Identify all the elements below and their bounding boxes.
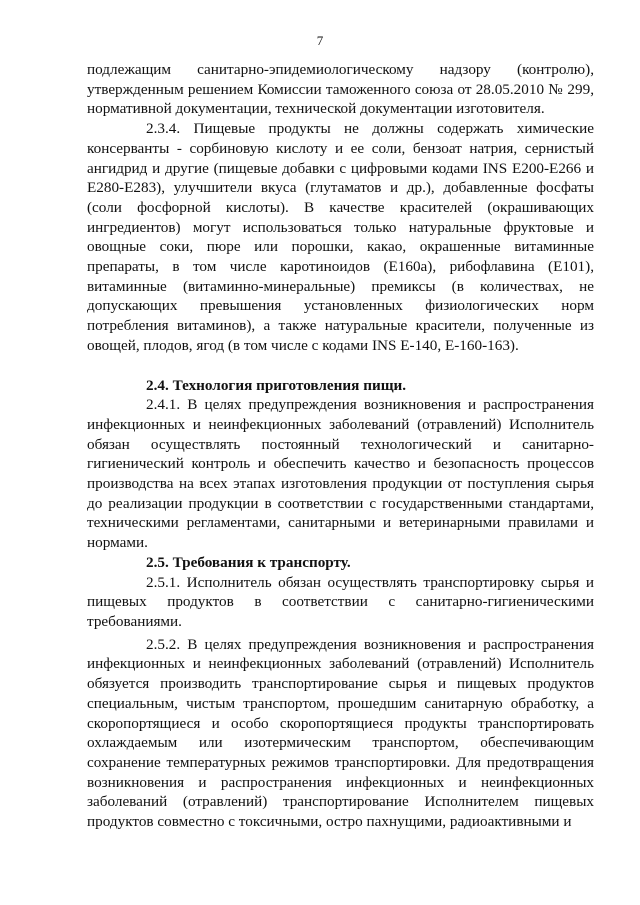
section-heading-2-5: 2.5. Требования к транспорту. xyxy=(146,553,351,571)
document-body xyxy=(87,60,594,832)
paragraph-2-3-4: 2.3.4. Пищевые продукты не должны содержать химические консерванты - сорбиновую кислоту и ее соли, бензоат натрия, сернистый ангидрид и другие (пищевые добавки с цифровыми кодами INS E200-E266 и E280-E283), улучшители вкуса (глутаматов и др.), добавленные фосфаты (соли фосфорной кислоты). В качестве красителей (окрашивающих ингредиентов) могут использоваться только натуральные фруктовые и овощные соки, пюре или порошки, какао, окрашенные витаминные препараты, в том числе каротиноидов (E160a), рибофлавина (E101), витаминные (витаминно-минеральные) премиксы (в количествах, не допускающих превышения установленных физиологических норм потребления витаминов), а также натуральные красители, полученные из овощей, плодов, ягод (в том числе с кодами INS E-140, E-160-163). xyxy=(87,120,594,354)
page-number: 7 xyxy=(316,33,324,48)
section-heading-2-4: 2.4. Технология приготовления пищи. xyxy=(146,376,407,394)
paragraph-2-4-1: 2.4.1. В целях предупреждения возникновения и распространения инфекционных и неинфекционных заболеваний (отравлений) Исполнитель обязан осуществлять постоянный технологический и санитарно-гигиенический контроль и обеспечить качество и безопасность процессов производства на всех этапах изготовления продукции от поступления сырья до реализации продукции в соответствии с государственными стандартами, техническими регламентами, санитарными и ветеринарными правилами и нормами. xyxy=(87,396,594,552)
spacer xyxy=(87,356,594,376)
paragraph-2-5-2: 2.5.2. В целях предупреждения возникновения и распространения инфекционных и неинфекционных заболеваний (отравлений) Исполнитель обязуется производить транспортирование сырья и пищевых продуктов специальным, чистым транспортом, прошедшим санитарную обработку, а скоропортящиеся и особо скоропортящиеся продукты транспортировать охлаждаемым или изотермическим транспортом, обеспечивающим сохранение температурных режимов транспортировки. Для предотвращения возникновения и распространения инфекционных и неинфекционных заболеваний (отравлений) транспортирование Исполнителем пищевых продуктов совместно с токсичными, остро пахнущими, радиоактивными и xyxy=(87,635,594,831)
paragraph-2-5-1: 2.5.1. Исполнитель обязан осуществлять транспортировку сырья и пищевых продуктов в соответствии с санитарно-гигиеническими требованиями. xyxy=(87,573,594,630)
paragraph-continuation: подлежащим санитарно-эпидемиологическому надзору (контролю), утвержденным решением Комиссии таможенного союза от 28.05.2010 № 299, нормативной документации, технической документации изготовителя. xyxy=(87,61,594,118)
